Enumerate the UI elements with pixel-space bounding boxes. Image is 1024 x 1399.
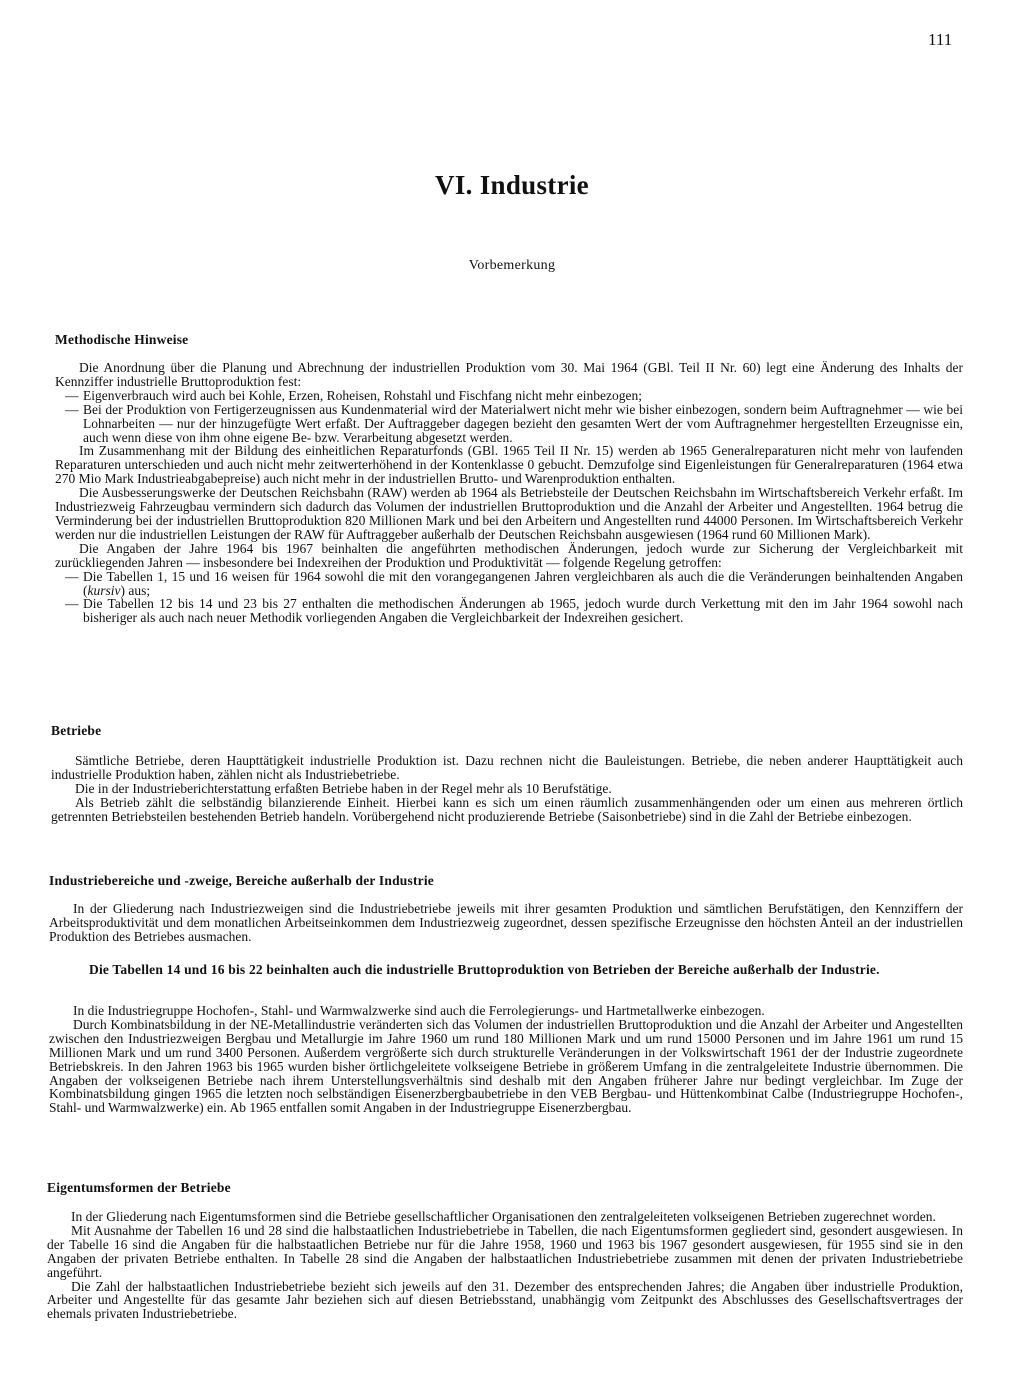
section-heading-bereiche: Industriebereiche und -zweige, Bereiche außerhalb der Industrie <box>49 873 434 888</box>
section-body-eigentum <box>47 1210 963 1321</box>
chapter-title: VI. Industrie <box>435 170 589 200</box>
paragraph: Mit Ausnahme der Tabellen 16 und 28 sind die halbstaatlichen Industriebetriebe in Tabellen, die nach Eigentumsformen gegliedert sind, gesondert ausgewiesen. In der Tabelle 16 sind die Angaben für die halbstaatlichen Betriebe nur für die Jahre 1958, 1960 und 1963 bis 1967 gesondert ausgewiesen, für 1955 sind sie in den Angaben der privaten Betriebe enthalten. In Tabelle 28 sind die Angaben der halbstaatlichen Industriebetriebe zusammen mit denen der privaten Industriebetriebe angeführt. <box>47 1222 963 1280</box>
paragraph: Die Ausbesserungswerke der Deutschen Reichsbahn (RAW) werden ab 1964 als Betriebsteile der Deutschen Reichsbahn im Wirtschaftsbereich Verkehr erfaßt. Im Industriezweig Fahrzeugbau vermindern sich dadurch das Volumen der industriellen Bruttoproduktion und die Anzahl der Arbeiter und Angestellten. 1964 betrug die Verminderung bei der industriellen Bruttoproduktion 820 Millionen Mark und bei den Arbeitern und Angestellten rund 44000 Personen. Im Wirtschaftsbereich Verkehr werden nur die industriellen Leistungen der RAW für Auftraggeber außerhalb der Deutschen Reichsbahn ausgewiesen (1964 rund 60 Millionen Mark). <box>55 485 963 542</box>
paragraph: Durch Kombinatsbildung in der NE-Metallindustrie veränderten sich das Volumen der industriellen Bruttoproduktion und die Anzahl der Arbeiter und Angestellten zwischen den Industriezweigen Bergbau und Metallurgie im Jahre 1960 um rund 180 Millionen Mark und um rund 15000 Personen und im Jahre 1961 um rund 15 Millionen Mark und um rund 3400 Personen. Außerdem vergrößerte sich durch strukturelle Veränderungen in der Volkswirtschaft 1961 der der Industrie zugeordnete Betriebskreis. In den Jahren 1963 bis 1965 wurden bisher örtlichgeleitete volkseigene Betriebe in größerem Umfang in die zentralgeleitete Industrie übernommen. Die Angaben der volkseigenen Betriebe nach ihrem Unterstellungsverhältnis sind deshalb mit den Angaben früherer Jahre nur bedingt vergleichbar. Im Zuge der Kombinatsbildung gingen 1965 die letzten noch selbständigen Eisenerzbergbaubetriebe in den VEB Bergbau- und Hüttenkombinat Calbe (Industriegruppe Hochofen-, Stahl- und Warmwalzwerke) ein. Ab 1965 entfallen somit Angaben in der Industriegruppe Eisenerzbergbau. <box>49 1016 963 1116</box>
section-heading-methodik: Methodische Hinweise <box>55 332 189 347</box>
section-heading-eigentum: Eigentumsformen der Betriebe <box>47 1180 231 1195</box>
paragraph: Die Zahl der halbstaatlichen Industriebetriebe bezieht sich jeweils auf den 31. Dezember des entsprechenden Jahres; die Angaben über industrielle Produktion, Arbeiter und Angestellte für das gesamte Jahr beziehen sich auf diesen Betriebsstand, unabhängig vom Zeitpunkt des Abschlusses des Gesellschaftsvertrages der ehemals privaten Industriebetriebe. <box>47 1278 963 1322</box>
paragraph: Im Zusammenhang mit der Bildung des einheitlichen Reparaturfonds (GBl. 1965 Teil II Nr. 15) werden ab 1965 Generalreparaturen nicht mehr von laufenden Reparaturen unterschieden und auch nicht mehr zeitwerterhöhend in der Kontenklasse 0 gebucht. Demzufolge sind Eigenleistungen für Generalreparaturen (1964 etwa 270 Mio Mark Industrieabgabepreise) auch nicht mehr in der industriellen Brutto- und Warenproduktion enthalten. <box>55 443 963 487</box>
preface-heading: Vorbemerkung <box>468 258 556 273</box>
paragraph: In der Gliederung nach Industriezweigen sind die Industriebetriebe jeweils mit ihrer gesamten Produktion und sämtlichen Berufstätigen, den Kennziffern der Arbeitsproduktivität und dem monatlichen Arbeitseinkommen dem Industriezweig zugeordnet, dessen spezifische Erzeugnisse den höchsten Anteil an der industriellen Produktion des Betriebes ausmachen. <box>49 901 963 944</box>
section-heading-betriebe: Betriebe <box>51 723 102 738</box>
paragraph: Die Angaben der Jahre 1964 bis 1967 beinhalten die angeführten methodischen Änderungen, jedoch wurde zur Sicherung der Vergleichbarkeit mit zurückliegenden Jahren — insbesondere bei Indexreihen der Produktion und Produktivität — folgende Regelung getroffen: <box>55 540 963 570</box>
list-dash: — <box>65 568 79 584</box>
paragraph: Als Betrieb zählt die selbständig bilanzierende Einheit. Hierbei kann es sich um einen räumlich zusammenhängenden oder um einen aus mehreren örtlich getrennten Betriebsteilen bestehenden Betrieb handeln. Vorübergehend nicht produzierende Betriebe (Saisonbetriebe) sind in die Zahl der Betriebe einbezogen. <box>51 794 963 824</box>
section-body-bereiche-2 <box>49 1004 963 1115</box>
section-body-betriebe <box>51 754 963 824</box>
list-item: — Eigenverbrauch wird auch bei Kohle, Erzen, Roheisen, Rohstahl und Fischfang nicht mehr einbezogen; <box>55 389 963 403</box>
list-dash: — <box>65 401 79 417</box>
list-item: — Die Tabellen 1, 15 und 16 weisen für 1964 sowohl die mit den vorangegangenen Jahren vergleichbaren als auch die die Veränderungen beinhaltenden Angaben (kursiv) aus; <box>55 570 963 598</box>
list-dash: — <box>65 387 79 403</box>
bold-note: Die Tabellen 14 und 16 bis 22 beinhalten auch die industrielle Bruttoproduktion von Betrieben der Bereiche außerhalb der Industrie. <box>89 962 880 977</box>
section-body-methodik <box>55 361 963 625</box>
paragraph: Sämtliche Betriebe, deren Haupttätigkeit industrielle Produktion ist. Dazu rechnen nicht die Bauleistungen. Betriebe, die neben anderer Haupttätigkeit auch industrielle Produktion haben, zählen nicht als Industriebetriebe. <box>51 753 963 782</box>
list-dash: — <box>65 596 79 612</box>
list-item: — Die Tabellen 12 bis 14 und 23 bis 27 enthalten die methodischen Änderungen ab 1965, jedoch wurde durch Verkettung mit den im Jahr 1964 sowohl nach bisheriger als auch nach neuer Methodik vorliegenden Angaben die Vergleichbarkeit der Indexreihen gesichert. <box>55 597 963 625</box>
section-body-bereiche <box>49 902 963 944</box>
paragraph: In der Gliederung nach Eigentumsformen sind die Betriebe gesellschaftlicher Organisationen den zentralgeleiteten volkseigenen Betrieben zugerechnet worden. <box>71 1209 936 1224</box>
page-number: 111 <box>928 30 953 49</box>
paragraph: In die Industriegruppe Hochofen-, Stahl- und Warmwalzwerke sind auch die Ferrolegierungs- und Hartmetallwerke einbezogen. <box>73 1003 765 1018</box>
list-item: — Bei der Produktion von Fertigerzeugnissen aus Kundenmaterial wird der Materialwert nicht mehr wie bisher einbezogen, sondern beim Auftragnehmer — wie bei Lohnarbeiten — nur der hinzugefügte Wert erfaßt. Der Auftraggeber dagegen bezieht den gesamten Wert der vom Auftragnehmer hergestellten Erzeugnisse ein, auch wenn diese von ihm ohne eigene Be- bzw. Verarbeitung abgesetzt werden. <box>55 403 963 445</box>
paragraph: Die in der Industrieberichterstattung erfaßten Betriebe haben in der Regel mehr als 10 Berufstätige. <box>75 780 612 796</box>
paragraph: Die Anordnung über die Planung und Abrechnung der industriellen Produktion vom 30. Mai 1964 (GBl. Teil II Nr. 60) legt eine Änderung des Inhalts der Kennziffer industrielle Bruttoproduktion fest: <box>55 360 963 389</box>
italic-term: kursiv <box>87 582 121 598</box>
